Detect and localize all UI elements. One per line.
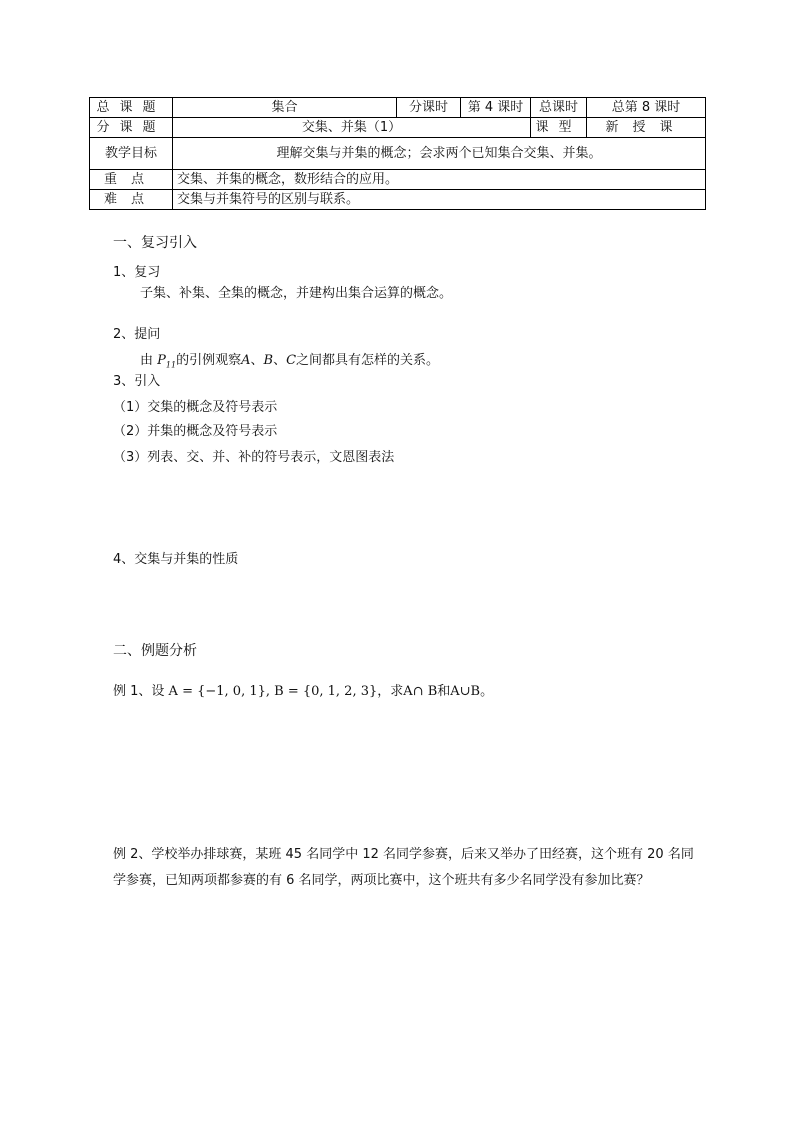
intro-item-1: （1）交集的概念及符号表示 [113,400,278,415]
difficulty-value: 交集与并集符号的区别与联系。 [173,190,706,210]
set-c-symbol: C [286,353,297,368]
total-hours-value: 总第 8 课时 [587,98,706,118]
topic-value: 集合 [173,98,397,118]
intro-label: 3、引入 [113,374,161,389]
example1-intersection: A∩ B [403,684,438,699]
example1-end: 。 [480,684,494,699]
example2: 例 2、学校举办排球赛，某班 45 名同学中 12 名同学参赛，后来又举办了田经赛，这个班有 20 名同学参赛，已知两项都参赛的有 6 名同学，两项比赛中，这个班共有多少名同学没有参加比赛？ [113,847,694,888]
header-row-topic [90,98,706,118]
example1-union: A∪B [450,684,481,699]
lesson-type-label: 课型 [531,118,587,138]
subtopic-value: 交集、并集（1） [173,118,531,138]
question-sep-2: 、 [273,353,287,368]
page-letter: P [157,353,166,368]
sub-hours-value: 第 4 课时 [461,98,531,118]
page-number: 11 [165,360,177,370]
example1 [113,680,493,699]
set-b-symbol: B [263,353,274,368]
key-point-label: 重点 [90,170,173,190]
example1-and: 和 [437,684,451,699]
header-row-key-point [90,170,706,190]
intro-item-3: （3）列表、交、并、补的符号表示，文恩图表法 [113,450,395,465]
header-row-difficulty [90,190,706,210]
set-a-symbol: A [241,353,251,368]
example1-sets: A = {−1, 0, 1}, B = {0, 1, 2, 3} [168,684,378,699]
goal-value: 理解交集与并集的概念；会求两个已知集合交集、并集。 [173,138,706,170]
question-label: 2、提问 [113,327,161,342]
review-label: 1、复习 [113,265,161,280]
goal-label: 教学目标 [90,138,173,170]
example1-prefix: 例 1、设 [113,684,165,699]
properties-label: 4、交集与并集的性质 [113,552,239,567]
review-text: 子集、补集、全集的概念，并建构出集合运算的概念。 [140,286,453,301]
question-text [140,349,439,370]
example1-ask: ，求 [377,684,404,699]
section1-title: 一、复习引入 [113,235,197,251]
key-point-value: 交集、并集的概念，数形结合的应用。 [173,170,706,190]
header-row-goal [90,138,706,170]
lesson-header-table [89,97,706,210]
question-sep-1: 、 [250,353,264,368]
intro-item-2: （2）并集的概念及符号表示 [113,424,278,439]
header-row-subtopic [90,118,706,138]
section2-title: 二、例题分析 [113,643,197,659]
question-mid: 的引例观察 [176,353,242,368]
question-suffix: 之间都具有怎样的关系。 [296,353,440,368]
question-prefix: 由 [140,353,154,368]
lesson-type-value: 新授课 [587,118,706,138]
total-hours-label: 总课时 [531,98,587,118]
page-ref [157,353,176,368]
subtopic-label: 分课题 [90,118,173,138]
topic-label: 总课题 [90,98,173,118]
difficulty-label: 难点 [90,190,173,210]
sub-hours-label: 分课时 [397,98,461,118]
